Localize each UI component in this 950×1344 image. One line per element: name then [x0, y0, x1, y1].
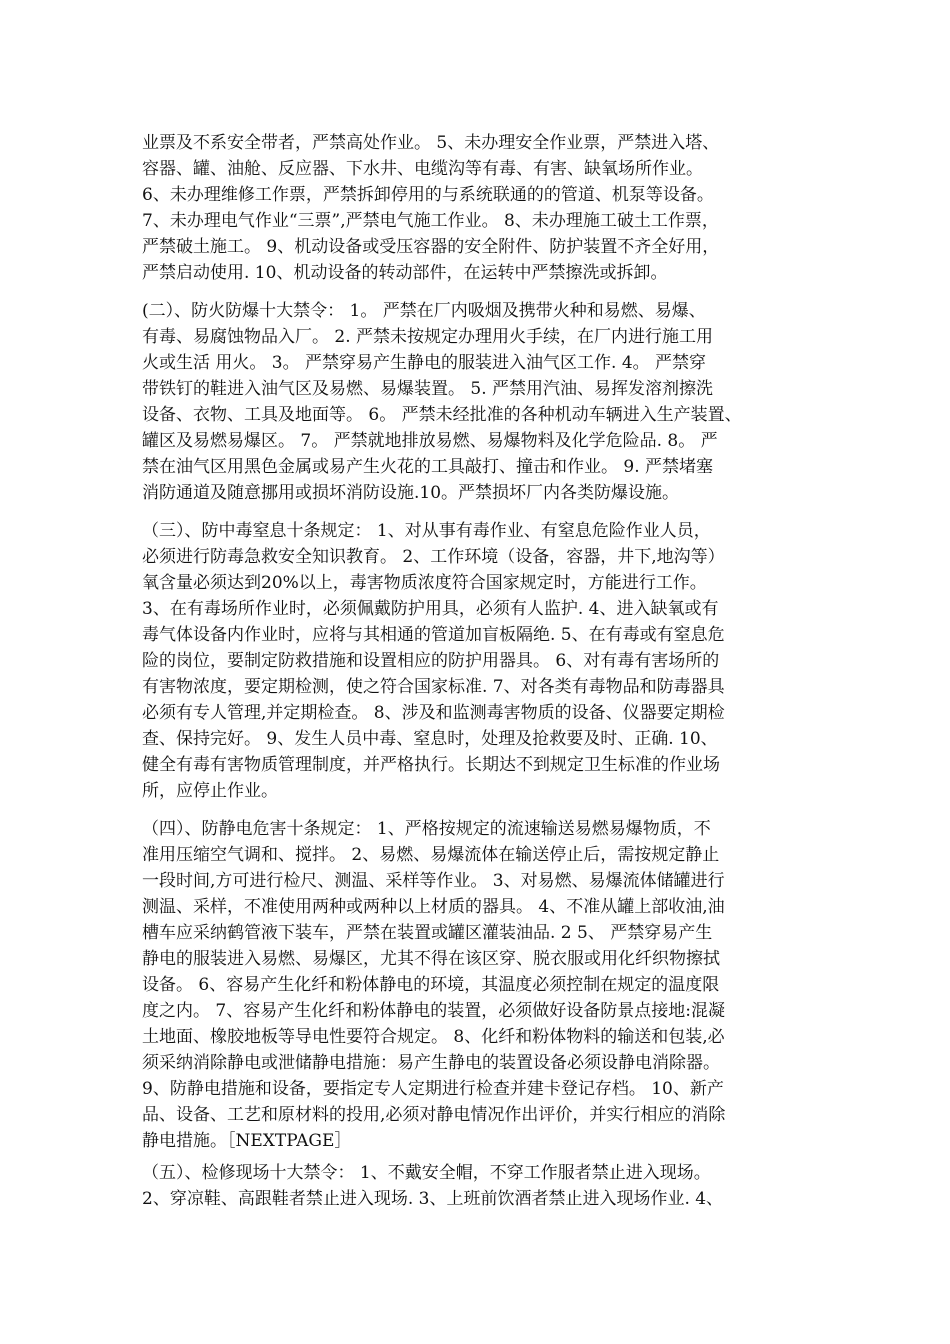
text-line: 氧含量必须达到20%以上，毒害物质浓度符合国家规定时，方能进行工作。 [142, 573, 707, 593]
text-line: 静电的服装进入易燃、易爆区，尤其不得在该区穿、脱衣服或用化纤织物擦拭 [142, 949, 720, 969]
text-line: (二）、防火防爆十大禁令： 1。 严禁在厂内吸烟及携带火种和易燃、易爆、 [142, 301, 706, 321]
text-line: 必须进行防毒急救安全知识教育。 2、工作环境（设备，容器，井下,地沟等） [142, 547, 725, 567]
text-line: 设备、衣物、工具及地面等。 6。 严禁未经批准的各种机动车辆进入生产装置、 [142, 405, 742, 425]
text-line: 容器、罐、油舱、反应器、下水井、电缆沟等有毒、有害、缺氧场所作业。 [142, 159, 703, 179]
text-line: 必须有专人管理,并定期检查。 8、涉及和监测毒害物质的设备、仪器要定期检 [142, 703, 725, 723]
text-line: （三）、防中毒窒息十条规定： 1、对从事有毒作业、有窒息危险作业人员， [142, 521, 711, 541]
text-line: 9、防静电措施和设备，要指定专人定期进行检查并建卡登记存档。 10、新产 [142, 1079, 724, 1099]
text-line: 业票及不系安全带者，严禁高处作业。 5、未办理安全作业票，严禁进入塔、 [142, 133, 720, 153]
text-line: 2、穿凉鞋、高跟鞋者禁止进入现场. 3、上班前饮酒者禁止进入现场作业. 4、 [142, 1189, 724, 1209]
text-line: 3、在有毒场所作业时，必须佩戴防护用具，必须有人监护. 4、进入缺氧或有 [142, 599, 719, 619]
text-line: 火或生活 用火。 3。 严禁穿易产生静电的服装进入油气区工作. 4。 严禁穿 [142, 353, 707, 373]
text-line: 须采纳消除静电或泄储静电措施：易产生静电的装置设备必须设静电消除器。 [142, 1053, 720, 1073]
text-line: 土地面、橡胶地板等导电性要符合规定。 8、化纤和粉体物料的输送和包装,必 [142, 1027, 725, 1047]
text-line: 查、保持完好。 9、发生人员中毒、窒息时，处理及抢救要及时、正确. 10、 [142, 729, 718, 749]
text-line: 所，应停止作业。 [142, 781, 278, 801]
text-line: 险的岗位，要制定防救措施和设置相应的防护用器具。 6、对有毒有害场所的 [142, 651, 720, 671]
text-line: 消防通道及随意挪用或损坏消防设施.10。严禁损坏厂内各类防爆设施。 [142, 483, 680, 503]
paragraph-maintenance-site-prohibitions [142, 1160, 822, 1212]
text-line: 一段时间,方可进行检尺、测温、采样等作业。 3、对易燃、易爆流体储罐进行 [142, 871, 725, 891]
text-line: 7、未办理电气作业“三票”,严禁电气施工作业。 8、未办理施工破土工作票， [142, 211, 719, 231]
text-line: （五）、检修现场十大禁令： 1、不戴安全帽，不穿工作服者禁止进入现场。 [142, 1163, 711, 1183]
text-line: 准用压缩空气调和、搅拌。 2、易燃、易爆流体在输送停止后，需按规定静止 [142, 845, 720, 865]
text-line: （四）、防静电危害十条规定： 1、严格按规定的流速输送易燃易爆物质，不 [142, 819, 711, 839]
text-line: 严禁破土施工。 9、机动设备或受压容器的安全附件、防护装置不齐全好用， [142, 237, 720, 257]
paragraph-work-permit-rules [142, 130, 822, 286]
text-line: 有害物浓度，要定期检测，使之符合国家标准. 7、对各类有毒物品和防毒器具 [142, 677, 725, 697]
text-line: 度之内。 7、容易产生化纤和粉体静电的装置，必须做好设备防景点接地:混凝 [142, 1001, 725, 1021]
text-line: 测温、采样，不准使用两种或两种以上材质的器具。 4、不准从罐上部收油,油 [142, 897, 725, 917]
text-line: 6、未办理维修工作票，严禁拆卸停用的与系统联通的的管道、机泵等设备。 [142, 185, 714, 205]
text-line: 禁在油气区用黑色金属或易产生火花的工具敲打、撞击和作业。 9. 严禁堵塞 [142, 457, 714, 477]
text-line: 健全有毒有害物质管理制度，并严格执行。长期达不到规定卫生标准的作业场 [142, 755, 720, 775]
text-line: 品、设备、工艺和原材料的投用,必须对静电情况作出评价，并实行相应的消除 [142, 1105, 726, 1125]
text-line: 槽车应采纳鹤管液下装车，严禁在装置或罐区灌装油品. 2 5、 严禁穿易产生 [142, 923, 713, 943]
text-line: 设备。 6、容易产生化纤和粉体静电的环境，其温度必须控制在规定的温度限 [142, 975, 720, 995]
text-line: 静电措施。［NEXTPAGE］ [142, 1131, 352, 1151]
paragraph-fire-explosion-prohibitions [142, 298, 822, 506]
text-line: 有毒、易腐蚀物品入厂。 2. 严禁未按规定办理用火手续，在厂内进行施工用 [142, 327, 714, 347]
paragraph-poisoning-suffocation-rules [142, 518, 822, 804]
paragraph-static-electricity-rules [142, 816, 822, 1154]
text-line: 毒气体设备内作业时，应将与其相通的管道加盲板隔绝. 5、在有毒或有窒息危 [142, 625, 725, 645]
text-line: 罐区及易燃易爆区。 7。 严禁就地排放易燃、易爆物料及化学危险品. 8。 严 [142, 431, 718, 451]
text-line: 带铁钉的鞋进入油气区及易燃、易爆装置。 5. 严禁用汽油、易挥发溶剂擦洗 [142, 379, 714, 399]
text-line: 严禁启动使用. 10、机动设备的转动部件，在运转中严禁擦洗或拆卸。 [142, 263, 668, 283]
